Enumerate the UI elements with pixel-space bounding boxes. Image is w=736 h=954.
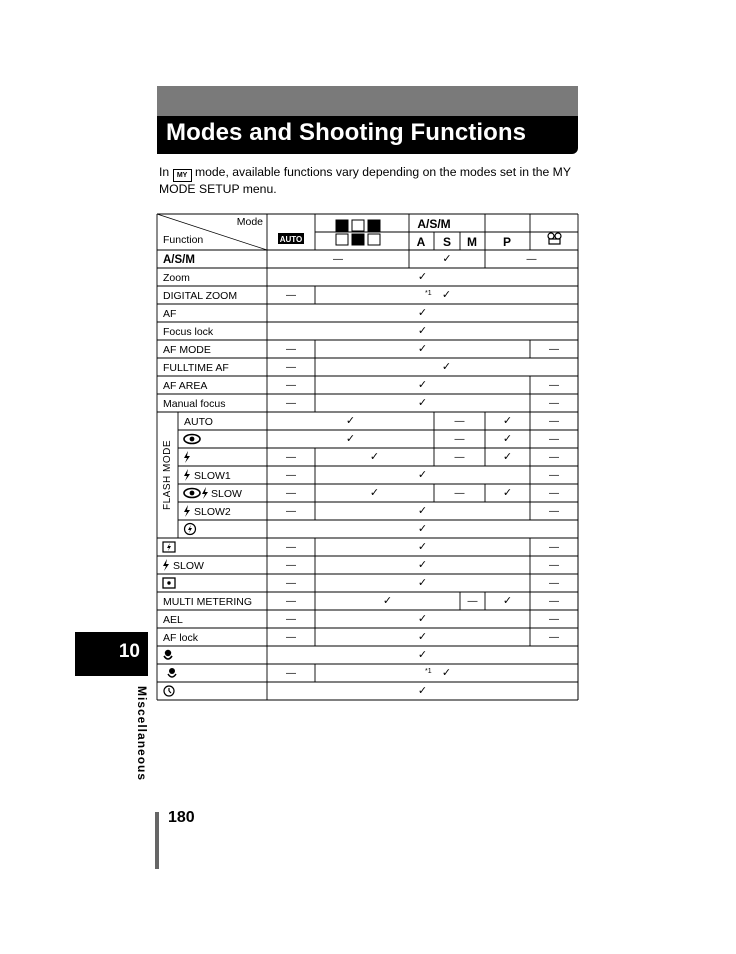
dash-mark: —	[286, 578, 296, 589]
flash-icon	[184, 505, 190, 517]
movie-icon	[548, 233, 554, 239]
dash-mark: —	[286, 632, 296, 643]
scene-mode-icon	[368, 234, 380, 245]
check-mark: ✓	[502, 487, 513, 499]
flash-icon-part	[163, 559, 169, 571]
dash-mark: —	[549, 632, 559, 643]
dash-mark: —	[286, 344, 296, 355]
page-number: 180	[168, 809, 195, 826]
row-label: SLOW	[173, 560, 204, 572]
row-label: AF lock	[163, 632, 199, 644]
dash-mark: —	[549, 506, 559, 517]
page-bar	[155, 812, 159, 869]
header-a: A	[416, 235, 426, 249]
dash-mark: —	[549, 398, 559, 409]
check-mark: ✓	[442, 253, 452, 265]
footnote-mark: *1	[425, 668, 432, 675]
check-mark: ✓	[369, 487, 380, 499]
flash-icon-part	[184, 451, 190, 463]
flash-icon	[202, 487, 208, 499]
flash-icon-part	[184, 469, 190, 481]
scene-mode-icon	[336, 234, 348, 245]
dash-mark: —	[286, 398, 296, 409]
dash-mark: —	[549, 542, 559, 553]
flash-intensity-icon-part	[167, 543, 171, 551]
chapter-label: Miscellaneous	[135, 686, 149, 782]
footnote-mark: *1	[425, 290, 432, 297]
red-eye-icon-part	[190, 491, 195, 496]
check-mark: ✓	[502, 433, 513, 445]
check-mark: ✓	[417, 613, 428, 625]
dash-mark: —	[333, 254, 343, 265]
check-mark: ✓	[417, 325, 428, 337]
header-asm: A/S/M	[417, 217, 451, 231]
check-mark: ✓	[417, 523, 428, 535]
check-mark: ✓	[382, 595, 393, 607]
row-label: AUTO	[184, 416, 213, 428]
flash-icon	[184, 451, 190, 463]
spot-metering-icon	[163, 578, 175, 588]
check-mark: ✓	[345, 415, 356, 427]
header-mode-label: Mode	[236, 216, 263, 228]
flash-off-icon-part	[188, 525, 192, 533]
flash-intensity-icon	[163, 542, 175, 552]
check-mark: ✓	[417, 541, 428, 553]
intro-paragraph: In MY mode, available functions vary depending on the modes set in the MY MODE SETUP menu.	[159, 165, 571, 196]
scene-modes-icons	[336, 220, 380, 245]
flash-icon	[163, 559, 169, 571]
dash-mark: —	[467, 596, 478, 607]
flash-icon	[184, 469, 190, 481]
macro-icon-part	[165, 650, 171, 656]
flash-mode-group-label: FLASH MODE	[162, 439, 173, 511]
header-function-label: Function	[163, 234, 204, 246]
chapter-number: 10	[118, 641, 140, 662]
dash-mark: —	[549, 614, 559, 625]
check-mark: ✓	[441, 667, 452, 679]
super-macro-icon	[168, 668, 176, 677]
row-label: FULLTIME AF	[163, 362, 229, 374]
movie-icon-reel	[555, 233, 561, 239]
red-eye-icon	[184, 489, 200, 498]
dash-mark: —	[549, 380, 559, 391]
dash-mark: —	[549, 578, 559, 589]
dash-mark: —	[286, 290, 296, 301]
check-mark: ✓	[417, 397, 428, 409]
check-mark: ✓	[417, 379, 428, 391]
scene-mode-icon	[352, 220, 364, 231]
dash-mark: —	[286, 452, 296, 463]
check-mark: ✓	[502, 451, 513, 463]
dash-mark: —	[549, 416, 559, 427]
row-label: SLOW2	[194, 506, 231, 518]
check-mark: ✓	[417, 343, 428, 355]
row-label: A/S/M	[163, 254, 195, 266]
dash-mark: —	[549, 452, 559, 463]
dash-mark: —	[549, 596, 559, 607]
dash-mark: —	[286, 488, 296, 499]
self-timer-icon-part	[169, 691, 171, 693]
row-label: AF MODE	[163, 344, 211, 356]
row-label: DIGITAL ZOOM	[163, 290, 238, 302]
row-label: MULTI METERING	[163, 596, 253, 608]
check-mark: ✓	[417, 307, 428, 319]
check-mark: ✓	[502, 595, 513, 607]
dash-mark: —	[549, 488, 559, 499]
check-mark: ✓	[417, 559, 428, 571]
red-eye-icon	[184, 435, 200, 444]
header-s: S	[442, 235, 452, 249]
row-label: AEL	[163, 614, 183, 626]
dash-mark: —	[286, 668, 296, 679]
dash-mark: —	[286, 560, 296, 571]
page-title: Modes and Shooting Functions	[166, 119, 527, 146]
scene-mode-icon	[368, 220, 380, 231]
check-mark: ✓	[417, 577, 428, 589]
dash-mark: —	[286, 470, 296, 481]
dash-mark: —	[454, 416, 465, 427]
self-timer-icon	[164, 686, 174, 696]
auto-icon-label: AUTO	[279, 235, 303, 244]
row-label: AF AREA	[163, 380, 208, 392]
dash-mark: —	[454, 488, 465, 499]
dash-mark: —	[286, 614, 296, 625]
chapter-tab	[75, 632, 148, 676]
check-mark: ✓	[417, 649, 428, 661]
super-macro-icon-part	[169, 668, 175, 674]
row-label: Manual focus	[163, 398, 226, 410]
check-mark: ✓	[345, 433, 356, 445]
row-label: SLOW1	[194, 470, 231, 482]
macro-icon	[164, 650, 172, 659]
check-mark: ✓	[441, 289, 452, 301]
row-label: Focus lock	[163, 326, 214, 338]
movie-icon-body	[549, 239, 560, 244]
flash-off-icon	[185, 524, 196, 535]
flash-icon-part	[202, 487, 208, 499]
flash-icon-part	[184, 505, 190, 517]
check-mark: ✓	[417, 631, 428, 643]
my-mode-icon: MY	[173, 169, 192, 182]
dash-mark: —	[286, 362, 296, 373]
dash-mark: —	[286, 542, 296, 553]
check-mark: ✓	[441, 361, 452, 373]
super-macro-icon-part	[168, 674, 176, 677]
scene-mode-icon	[336, 220, 348, 231]
dash-mark: —	[454, 434, 465, 445]
check-mark: ✓	[417, 271, 428, 283]
dash-mark: —	[549, 434, 559, 445]
red-eye-icon-part	[190, 437, 195, 442]
row-label: Zoom	[163, 272, 190, 284]
check-mark: ✓	[369, 451, 380, 463]
dash-mark: —	[549, 344, 559, 355]
check-mark: ✓	[417, 685, 428, 697]
dash-mark: —	[526, 254, 537, 265]
dash-mark: —	[454, 452, 465, 463]
dash-mark: —	[286, 506, 296, 517]
dash-mark: —	[549, 470, 559, 481]
check-mark: ✓	[417, 505, 428, 517]
check-mark: ✓	[417, 469, 428, 481]
header-m: M	[467, 235, 477, 249]
macro-icon-part	[164, 656, 172, 659]
dash-mark: —	[286, 596, 296, 607]
dash-mark: —	[549, 560, 559, 571]
scene-mode-icon	[352, 234, 364, 245]
row-label: AF	[163, 308, 177, 320]
check-mark: ✓	[502, 415, 513, 427]
dash-mark: —	[286, 380, 296, 391]
spot-metering-icon-part	[167, 581, 170, 584]
row-label: SLOW	[211, 488, 242, 500]
header-p: P	[502, 235, 512, 249]
